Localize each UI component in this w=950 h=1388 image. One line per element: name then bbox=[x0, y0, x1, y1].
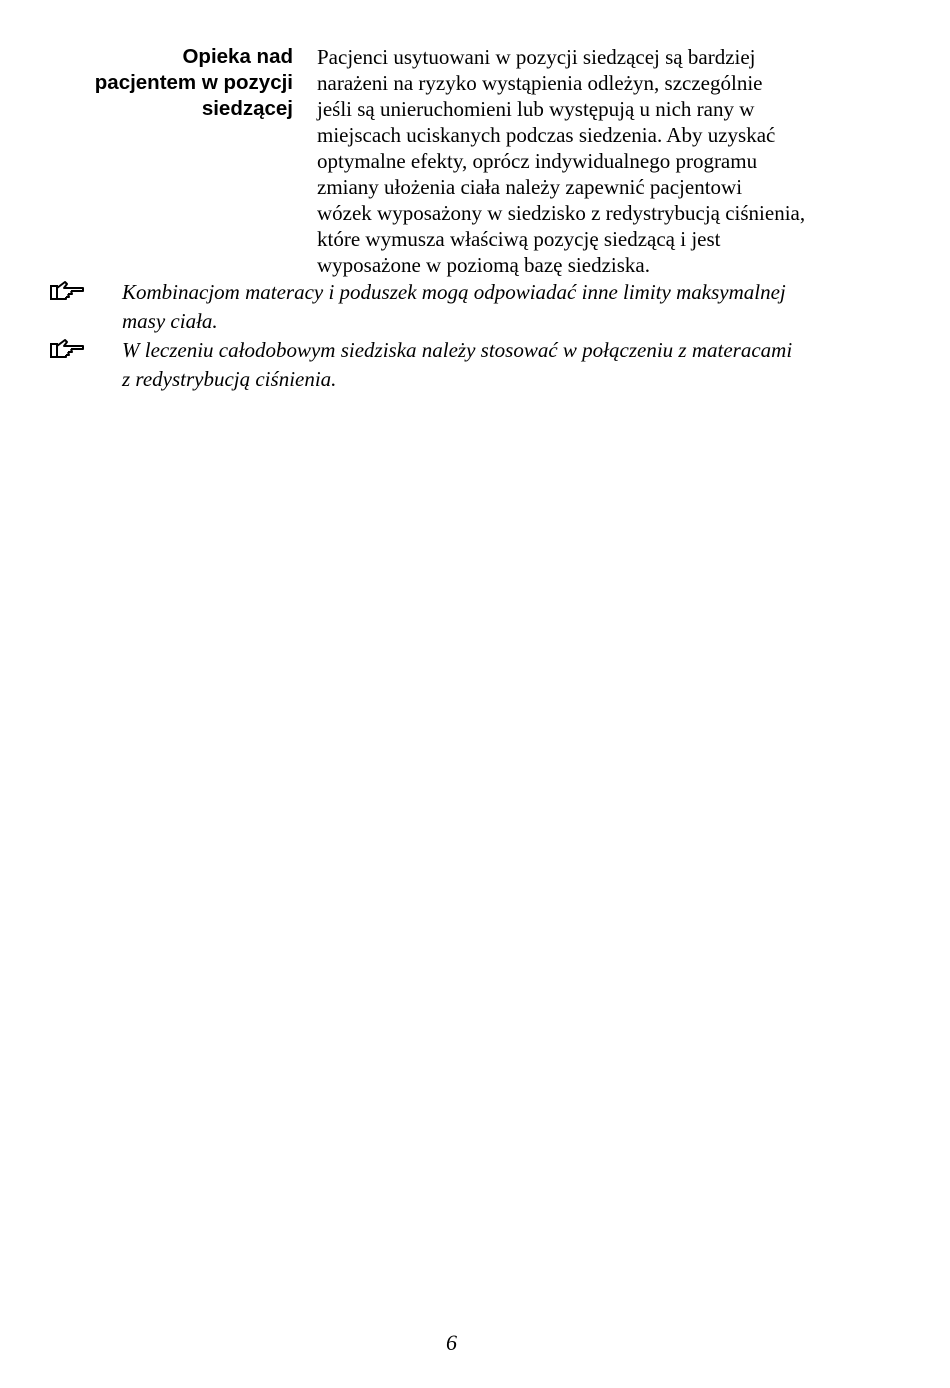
body-text-line: wyposażone w poziomą bazę siedziska. bbox=[317, 253, 650, 277]
note-text-line: Kombinacjom materacy i poduszek mogą odpowiadać inne limity maksymalnej bbox=[122, 280, 786, 304]
section-heading-line: Opieka nad bbox=[182, 45, 293, 68]
section-body-text bbox=[317, 44, 877, 278]
body-text-line: jeśli są unieruchomieni lub występują u nich rany w bbox=[317, 97, 755, 121]
section-heading-line: pacjentem w pozycji bbox=[94, 71, 293, 94]
page-number: 6 bbox=[446, 1330, 457, 1355]
body-text-line: które wymusza właściwą pozycję siedzącą i jest bbox=[317, 227, 721, 251]
body-text-line: Pacjenci usytuowani w pozycji siedzącej są bardziej bbox=[317, 45, 756, 69]
note-text bbox=[122, 336, 882, 394]
section-heading-line: siedzącej bbox=[201, 97, 293, 120]
note-text-line: z redystrybucją ciśnienia. bbox=[122, 367, 337, 391]
note-text bbox=[122, 278, 882, 336]
note-text-line: W leczeniu całodobowym siedziska należy stosować w połączeniu z materacami bbox=[122, 338, 793, 362]
note-text-line: masy ciała. bbox=[122, 309, 218, 333]
pointing-hand-icon bbox=[48, 278, 86, 302]
body-text-line: zmiany ułożenia ciała należy zapewnić pacjentowi bbox=[317, 175, 743, 199]
section-heading bbox=[40, 44, 293, 122]
body-text-line: miejscach uciskanych podczas siedzenia. Aby uzyskać bbox=[317, 123, 776, 147]
pointing-hand-icon bbox=[48, 336, 86, 360]
body-text-line: optymalne efekty, oprócz indywidualnego programu bbox=[317, 149, 758, 173]
body-text-line: wózek wyposażony w siedzisko z redystrybucją ciśnienia, bbox=[317, 201, 806, 225]
body-text-line: narażeni na ryzyko wystąpienia odleżyn, szczególnie bbox=[317, 71, 763, 95]
